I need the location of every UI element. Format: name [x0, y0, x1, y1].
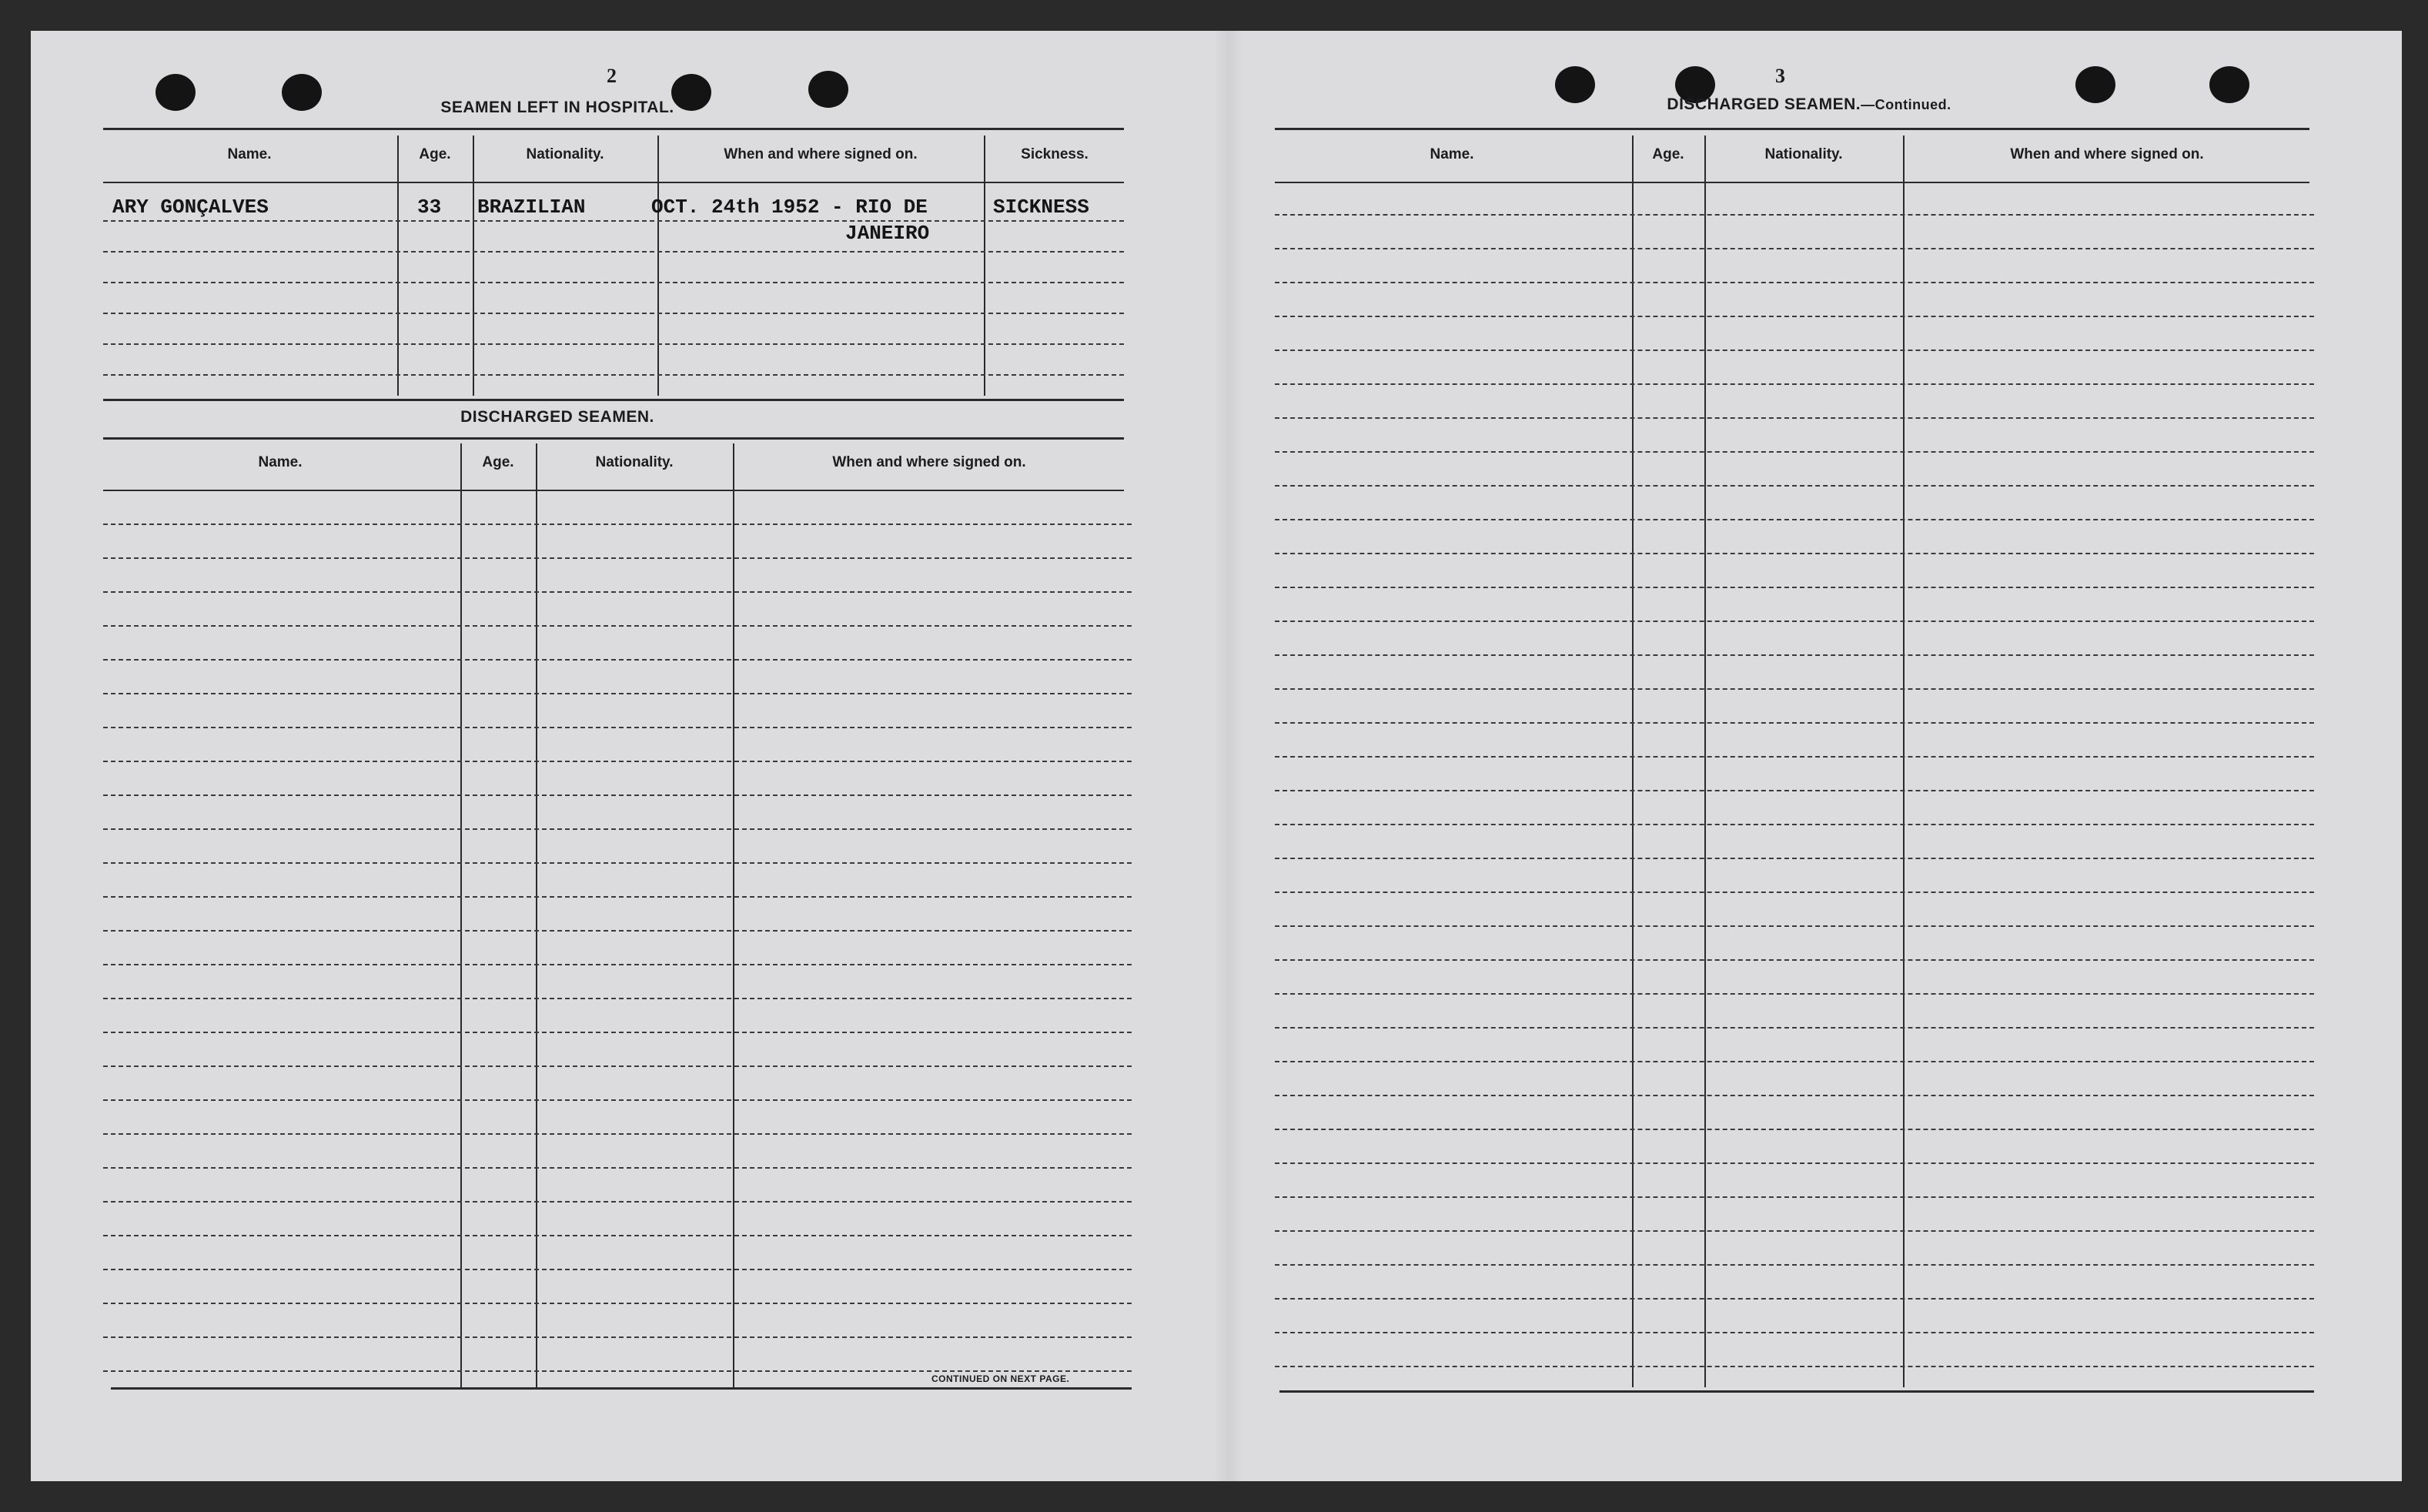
ruled-line	[103, 1269, 1132, 1270]
ruled-line	[1275, 383, 2314, 385]
punch-hole	[282, 74, 322, 111]
ruled-line	[103, 1167, 1132, 1169]
ruled-line	[1275, 1095, 2314, 1096]
entry-signed-on-line1: OCT. 24th 1952 - RIO DE	[651, 196, 928, 219]
ruled-line	[103, 659, 1132, 661]
column-divider	[733, 443, 734, 1387]
column-divider	[657, 135, 659, 396]
ruled-line	[103, 998, 1132, 999]
ruled-line	[103, 374, 1124, 376]
ruled-line	[103, 930, 1132, 932]
discharged-continued-title-cont: —Continued.	[1861, 97, 1951, 112]
ruled-line	[103, 1201, 1132, 1203]
column-header-name: Name.	[1430, 146, 1474, 162]
ruled-line	[103, 1133, 1132, 1135]
continued-note: CONTINUED ON NEXT PAGE.	[931, 1373, 1070, 1384]
ruled-line	[103, 1235, 1132, 1236]
ruled-line	[1275, 350, 2314, 351]
discharged-section-title: DISCHARGED SEAMEN.	[460, 408, 654, 426]
ruled-line	[103, 251, 1124, 253]
ruled-line	[1275, 1196, 2314, 1198]
ruled-line	[1275, 688, 2314, 690]
ruled-line	[1275, 417, 2314, 419]
ruled-line	[103, 1032, 1132, 1033]
column-header-age: Age.	[1652, 146, 1684, 162]
column-header-name: Name.	[258, 454, 303, 470]
ruled-line	[103, 862, 1132, 864]
ruled-line	[103, 1065, 1132, 1067]
column-header-sickness: Sickness.	[1021, 146, 1089, 162]
punch-hole	[808, 71, 848, 108]
punch-hole	[2209, 66, 2249, 103]
ruled-line	[1275, 1129, 2314, 1130]
discharged-header-rule	[103, 490, 1124, 491]
hospital-section-title: SEAMEN LEFT IN HOSPITAL.	[440, 99, 674, 116]
entry-sickness: SICKNESS	[993, 196, 1089, 219]
ledger-sheet	[31, 31, 2402, 1481]
column-divider	[473, 135, 474, 396]
discharged-continued-title	[1617, 95, 2002, 114]
ruled-line	[1275, 1298, 2314, 1300]
ruled-line	[1275, 722, 2314, 724]
column-divider	[984, 135, 985, 396]
column-divider	[1903, 135, 1905, 1387]
column-header-age: Age.	[482, 454, 514, 470]
column-divider	[1704, 135, 1706, 1387]
ruled-line	[103, 282, 1124, 283]
ruled-line	[1275, 1027, 2314, 1029]
ruled-line	[103, 343, 1124, 345]
ruled-line	[1275, 654, 2314, 656]
entry-name: ARY GONÇALVES	[112, 196, 269, 219]
entry-age: 33	[417, 196, 442, 219]
ruled-line	[103, 896, 1132, 898]
ruled-line	[1275, 891, 2314, 893]
ruled-line	[1275, 1366, 2314, 1367]
column-header-signed-on: When and where signed on.	[2010, 146, 2204, 162]
ruled-line	[103, 625, 1132, 627]
right-header-rule	[1275, 182, 2309, 183]
ruled-line	[103, 1336, 1132, 1338]
column-header-nationality: Nationality.	[595, 454, 674, 470]
column-header-signed-on: When and where signed on.	[832, 454, 1026, 470]
ruled-line	[103, 313, 1124, 314]
ruled-line	[103, 794, 1132, 796]
punch-hole	[156, 74, 196, 111]
ruled-line	[1275, 925, 2314, 927]
ruled-line	[1275, 1332, 2314, 1333]
ruled-line	[1275, 1162, 2314, 1164]
column-divider	[536, 443, 537, 1387]
ruled-line	[1275, 1061, 2314, 1062]
discharged-top-rule	[103, 437, 1124, 440]
ruled-line	[1275, 790, 2314, 791]
discharged-bottom-rule	[111, 1387, 1132, 1390]
ruled-line	[103, 964, 1132, 965]
ruled-line	[103, 1303, 1132, 1304]
ruled-line	[103, 828, 1132, 830]
ruled-line	[103, 761, 1132, 762]
column-header-signed-on: When and where signed on.	[724, 146, 918, 162]
ruled-line	[1275, 824, 2314, 825]
ruled-line	[1275, 519, 2314, 520]
column-header-name: Name.	[227, 146, 272, 162]
ruled-line	[103, 693, 1132, 694]
column-divider	[397, 135, 399, 396]
entry-nationality: BRAZILIAN	[477, 196, 586, 219]
ruled-line	[103, 1370, 1132, 1372]
ruled-line	[1275, 993, 2314, 995]
page-number-right: 3	[1775, 65, 1785, 87]
hospital-header-rule	[103, 182, 1124, 183]
page-fold	[1213, 31, 1244, 1481]
column-header-nationality: Nationality.	[526, 146, 604, 162]
ruled-line	[1275, 1264, 2314, 1266]
ruled-line	[1275, 858, 2314, 859]
ruled-line	[1275, 248, 2314, 249]
ruled-line	[103, 1099, 1132, 1101]
right-top-rule	[1275, 128, 2309, 130]
ruled-line	[1275, 621, 2314, 622]
column-divider	[460, 443, 462, 1387]
right-bottom-rule	[1279, 1390, 2314, 1393]
column-header-nationality: Nationality.	[1764, 146, 1843, 162]
ruled-line	[103, 727, 1132, 728]
discharged-continued-title-main: DISCHARGED SEAMEN.	[1667, 95, 1861, 113]
ruled-line	[1275, 756, 2314, 758]
ruled-line	[1275, 316, 2314, 317]
ruled-line	[1275, 282, 2314, 283]
hospital-bottom-rule	[103, 399, 1124, 401]
ruled-line	[1275, 485, 2314, 487]
punch-hole	[1555, 66, 1595, 103]
ruled-line	[1275, 587, 2314, 588]
punch-hole	[2075, 66, 2115, 103]
ruled-line	[103, 220, 1124, 222]
entry-signed-on-line2: JANEIRO	[845, 222, 930, 245]
ruled-line	[103, 591, 1132, 593]
ruled-line	[1275, 959, 2314, 961]
column-header-age: Age.	[419, 146, 451, 162]
ruled-line	[1275, 1230, 2314, 1232]
column-divider	[1632, 135, 1634, 1387]
ruled-line	[1275, 553, 2314, 554]
ruled-line	[103, 557, 1132, 559]
ruled-line	[1275, 451, 2314, 453]
ruled-line	[1275, 214, 2314, 216]
hospital-top-rule	[103, 128, 1124, 130]
ruled-line	[103, 524, 1132, 525]
page-number-left: 2	[607, 65, 617, 87]
